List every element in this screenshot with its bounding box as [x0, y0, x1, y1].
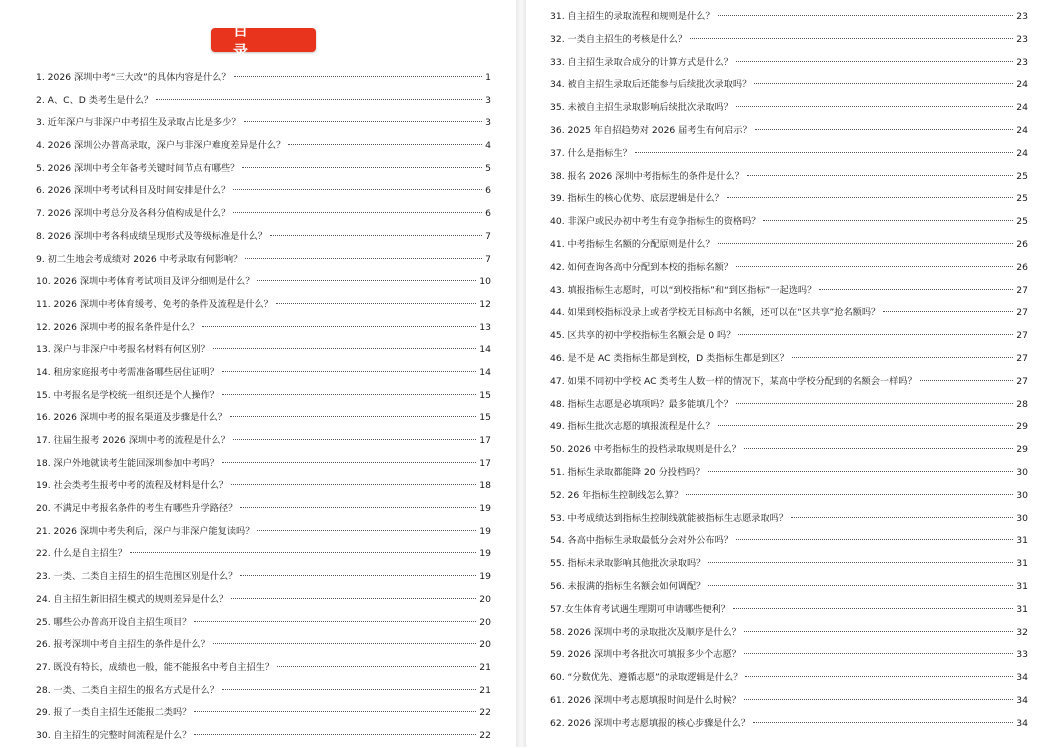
- toc-entry-title: 27. 既没有特长，成绩也一般，能不能报名中考自主招生？: [36, 661, 275, 673]
- toc-entry[interactable]: [36, 680, 491, 703]
- toc-entry-page-number: 25: [1016, 216, 1028, 228]
- dot-leader: [213, 643, 477, 644]
- toc-entry-title: 30. 自主招生的完整时间流程是什么？: [36, 729, 192, 741]
- toc-entry[interactable]: [36, 226, 491, 249]
- toc-entry[interactable]: [550, 97, 1028, 120]
- toc-entry[interactable]: [36, 180, 491, 203]
- dot-leader: [883, 311, 1013, 312]
- toc-entry-title: 7. 2026 深圳中考总分及各科分值构成是什么？: [36, 208, 231, 220]
- toc-entry-page-number: 31: [1016, 603, 1028, 615]
- toc-entry-title: 6. 2026 深圳中考考试科目及时间安排是什么？: [36, 185, 231, 197]
- toc-entry-page-number: 6: [485, 185, 491, 197]
- dot-leader: [194, 734, 476, 735]
- dot-leader: [233, 212, 482, 213]
- toc-entry-title: 60. “分数优先、遵循志愿”的录取逻辑是什么？: [550, 672, 743, 684]
- toc-entry-title: 38. 报名 2026 深圳中考指标生的条件是什么？: [550, 170, 744, 182]
- toc-entry-title: 58. 2026 深圳中考的录取批次及顺序是什么？: [550, 626, 741, 638]
- toc-entry[interactable]: [550, 576, 1028, 599]
- toc-entry-page-number: 6: [485, 208, 491, 220]
- toc-entry-page-number: 29: [1016, 444, 1028, 456]
- toc-entry-title: 56. 未报满的指标生名额会如何调配？: [550, 580, 706, 592]
- toc-entry[interactable]: [36, 362, 491, 385]
- dot-leader: [791, 517, 1013, 518]
- toc-entry-page-number: 23: [1016, 56, 1028, 68]
- toc-entry-title: 54. 各高中指标生录取最低分会对外公布吗？: [550, 535, 733, 547]
- toc-entry-title: 4. 2026 深圳公办普高录取，深户与非深户难度差异是什么？: [36, 140, 286, 152]
- toc-entry-page-number: 22: [479, 707, 491, 719]
- dot-leader: [130, 552, 476, 553]
- dot-leader: [736, 61, 1013, 62]
- toc-entry-title: 29. 报了一类自主招生还能报二类吗？: [36, 707, 192, 719]
- toc-entry-title: 10. 2026 深圳中考体育考试项目及评分细则是什么？: [36, 276, 255, 288]
- toc-entry[interactable]: [550, 348, 1028, 371]
- toc-entry-page-number: 31: [1016, 535, 1028, 547]
- dot-leader: [234, 76, 483, 77]
- dot-leader: [270, 235, 482, 236]
- toc-entry-page-number: 23: [1016, 33, 1028, 45]
- toc-entry-title: 23. 一类、二类自主招生的招生范围区别是什么？: [36, 571, 238, 583]
- dot-leader: [727, 197, 1014, 198]
- dot-leader: [257, 530, 476, 531]
- dot-leader: [222, 371, 476, 372]
- toc-entry[interactable]: [36, 453, 491, 476]
- dot-leader: [708, 562, 1013, 563]
- toc-entry-page-number: 20: [479, 593, 491, 605]
- toc-entry-page-number: 19: [479, 571, 491, 583]
- toc-entry-title: 5. 2026 深圳中考全年备考关键时间节点有哪些？: [36, 162, 240, 174]
- toc-entry-page-number: 31: [1016, 580, 1028, 592]
- dot-leader: [222, 689, 476, 690]
- dot-leader: [920, 380, 1014, 381]
- toc-entry-page-number: 7: [485, 253, 491, 265]
- toc-entry-page-number: 12: [479, 298, 491, 310]
- toc-entry-page-number: 24: [1016, 79, 1028, 91]
- dot-leader: [708, 471, 1014, 472]
- toc-entry-title: 43. 填报指标生志愿时，可以“到校指标”和“到区指标”一起选吗？: [550, 284, 817, 296]
- toc-entry-title: 32. 一类自主招生的考核是什么？: [550, 33, 687, 45]
- toc-entry-page-number: 25: [1016, 170, 1028, 182]
- toc-entry-title: 50. 2026 中考指标生的投档录取规则是什么？: [550, 444, 741, 456]
- toc-entry-title: 18. 深户外地就读考生能回深圳参加中考吗？: [36, 457, 219, 469]
- toc-entry-title: 61. 2026 深圳中考志愿填报时间是什么时候？: [550, 694, 741, 706]
- toc-entry-page-number: 14: [479, 366, 491, 378]
- toc-entry-title: 46. 是不是 AC 类指标生都是到校，D 类指标生都是到区？: [550, 352, 789, 364]
- dot-leader: [736, 539, 1013, 540]
- dot-leader: [240, 575, 476, 576]
- toc-entry-title: 45. 区共享的初中学校指标生名额会是 0 吗？: [550, 330, 736, 342]
- toc-entry-title: 59. 2026 深圳中考各批次可填报多少个志愿？: [550, 649, 741, 661]
- toc-list-right: [550, 0, 1028, 736]
- toc-entry-page-number: 22: [479, 729, 491, 741]
- toc-entry-page-number: 27: [1016, 330, 1028, 342]
- dot-leader: [744, 653, 1013, 654]
- toc-list-left: [36, 67, 491, 748]
- toc-entry[interactable]: [36, 657, 491, 680]
- toc-entry[interactable]: [36, 725, 491, 748]
- toc-entry[interactable]: [550, 166, 1028, 189]
- toc-entry-page-number: 3: [485, 94, 491, 106]
- toc-entry[interactable]: [36, 634, 491, 657]
- toc-entry[interactable]: [550, 690, 1028, 713]
- toc-entry-title: 14. 租房家庭报考中考需准备哪些居住证明？: [36, 366, 219, 378]
- toc-entry-title: 25. 哪些公办普高开设自主招生项目？: [36, 616, 192, 628]
- dot-leader: [242, 167, 482, 168]
- toc-entry-page-number: 7: [485, 230, 491, 242]
- toc-entry[interactable]: [36, 521, 491, 544]
- toc-entry[interactable]: [550, 0, 1028, 29]
- dot-leader: [231, 598, 476, 599]
- toc-entry-title: 40. 非深户或民办初中考生有竞争指标生的资格吗？: [550, 216, 761, 228]
- dot-leader: [276, 303, 477, 304]
- toc-entry-page-number: 24: [1016, 124, 1028, 136]
- dot-leader: [257, 280, 476, 281]
- toc-title-banner: 目 录: [211, 28, 316, 52]
- toc-entry-title: 33. 自主招生录取合成分的计算方式是什么？: [550, 56, 733, 68]
- toc-entry-page-number: 5: [485, 162, 491, 174]
- toc-entry[interactable]: [36, 203, 491, 226]
- toc-entry-title: 49. 指标生批次志愿的填报流程是什么？: [550, 421, 715, 433]
- toc-entry[interactable]: [550, 530, 1028, 553]
- toc-entry-page-number: 15: [479, 412, 491, 424]
- toc-entry-title: 8. 2026 深圳中考各科成绩呈现形式及等级标准是什么？: [36, 230, 267, 242]
- toc-entry[interactable]: [36, 317, 491, 340]
- dot-leader: [222, 462, 476, 463]
- toc-entry-title: 20. 不满足中考报名条件的考生有哪些升学路径？: [36, 503, 238, 515]
- toc-entry-page-number: 25: [1016, 193, 1028, 205]
- toc-entry[interactable]: [550, 211, 1028, 234]
- dot-leader: [213, 348, 477, 349]
- dot-leader: [231, 484, 476, 485]
- toc-entry-title: 62. 2026 深圳中考志愿填报的核心步骤是什么？: [550, 717, 751, 729]
- toc-entry[interactable]: [36, 249, 491, 272]
- dot-leader: [819, 289, 1013, 290]
- dot-leader: [708, 585, 1013, 586]
- toc-entry-page-number: 14: [479, 344, 491, 356]
- toc-entry-title: 3. 近年深户与非深户中考招生及录取占比是多少？: [36, 117, 241, 129]
- toc-entry-page-number: 1: [485, 72, 491, 83]
- toc-entry-title: 55. 指标未录取影响其他批次录取吗？: [550, 558, 706, 570]
- dot-leader: [288, 144, 482, 145]
- toc-entry-page-number: 30: [1016, 466, 1028, 478]
- toc-entry-page-number: 17: [479, 457, 491, 469]
- toc-entry[interactable]: [36, 612, 491, 635]
- dot-leader: [792, 357, 1013, 358]
- dot-leader: [718, 425, 1014, 426]
- toc-entry[interactable]: [550, 280, 1028, 303]
- dot-leader: [755, 129, 1014, 130]
- dot-leader: [763, 220, 1013, 221]
- toc-entry[interactable]: [550, 120, 1028, 143]
- toc-entry-page-number: 27: [1016, 284, 1028, 296]
- toc-entry[interactable]: [36, 271, 491, 294]
- toc-entry-page-number: 24: [1016, 102, 1028, 114]
- toc-entry-page-number: 32: [1016, 626, 1028, 638]
- dot-leader: [733, 608, 1013, 609]
- toc-entry[interactable]: [550, 622, 1028, 645]
- toc-entry[interactable]: [36, 498, 491, 521]
- toc-entry-title: 48. 指标生志愿是必填项吗？最多能填几个？: [550, 398, 733, 410]
- toc-entry-title: 31. 自主招生的录取流程和规则是什么？: [550, 11, 715, 22]
- toc-entry[interactable]: [550, 302, 1028, 325]
- toc-entry[interactable]: [550, 257, 1028, 280]
- dot-leader: [738, 334, 1013, 335]
- toc-entry-page-number: 19: [479, 503, 491, 515]
- toc-entry-title: 47. 如果不同初中学校 AC 类考生人数一样的情况下，某高中学校分配到的名额会一样吗？: [550, 375, 917, 387]
- toc-entry-page-number: 30: [1016, 512, 1028, 524]
- toc-entry[interactable]: [550, 371, 1028, 394]
- toc-entry-title: 35. 未被自主招生录取影响后续批次录取吗？: [550, 102, 733, 114]
- toc-entry-title: 42. 如何查询各高中分配到本校的指标名额？: [550, 261, 733, 273]
- toc-entry-title: 26. 报考深圳中考自主招生的条件是什么？: [36, 639, 210, 651]
- toc-entry[interactable]: [36, 385, 491, 408]
- toc-entry-title: 1. 2026 深圳中考“三大改”的具体内容是什么？: [36, 72, 231, 83]
- toc-entry-page-number: 23: [1016, 11, 1028, 22]
- toc-entry-page-number: 21: [479, 684, 491, 696]
- toc-entry-title: 11. 2026 深圳中考体育缓考、免考的条件及流程是什么？: [36, 298, 273, 310]
- dot-leader: [202, 326, 476, 327]
- toc-entry-title: 57.女生体育考试遇生理期可申请哪些便利？: [550, 603, 730, 615]
- toc-entry[interactable]: [36, 112, 491, 135]
- toc-entry-page-number: 27: [1016, 375, 1028, 387]
- dot-leader: [686, 494, 1013, 495]
- dot-leader: [754, 83, 1013, 84]
- toc-entry-page-number: 20: [479, 616, 491, 628]
- toc-entry[interactable]: [550, 485, 1028, 508]
- toc-entry-page-number: 17: [479, 435, 491, 446]
- dot-leader: [233, 439, 477, 440]
- toc-entry[interactable]: [550, 234, 1028, 257]
- dot-leader: [744, 699, 1013, 700]
- dot-leader: [194, 621, 476, 622]
- toc-entry-page-number: 19: [479, 525, 491, 537]
- toc-entry[interactable]: [550, 74, 1028, 97]
- toc-entry[interactable]: [550, 553, 1028, 576]
- toc-entry-page-number: 26: [1016, 261, 1028, 273]
- toc-entry[interactable]: [550, 667, 1028, 690]
- toc-entry-title: 28. 一类、二类自主招生的报名方式是什么？: [36, 684, 219, 696]
- dot-leader: [194, 711, 476, 712]
- toc-entry-title: 52. 26 年指标生控制线怎么算？: [550, 489, 684, 501]
- toc-entry-page-number: 13: [479, 321, 491, 333]
- dot-leader: [277, 666, 476, 667]
- toc-entry[interactable]: [36, 589, 491, 612]
- toc-entry-title: 16. 2026 深圳中考的报名渠道及步骤是什么？: [36, 412, 227, 424]
- toc-entry-page-number: 26: [1016, 238, 1028, 250]
- toc-entry-title: 44. 如果到校指标没录上或者学校无目标高中名额，还可以在“区共享”抢名额吗？: [550, 307, 881, 319]
- toc-entry[interactable]: [550, 439, 1028, 462]
- toc-entry-title: 51. 指标生录取都能降 20 分投档吗？: [550, 466, 705, 478]
- toc-entry[interactable]: [550, 394, 1028, 417]
- dot-leader: [245, 258, 482, 259]
- toc-entry[interactable]: [550, 644, 1028, 667]
- toc-entry[interactable]: [36, 566, 491, 589]
- dot-leader: [736, 266, 1013, 267]
- toc-entry[interactable]: [550, 713, 1028, 736]
- dot-leader: [745, 676, 1013, 677]
- toc-entry-title: 13. 深户与非深户中考报名材料有何区别？: [36, 344, 210, 356]
- toc-entry[interactable]: [550, 325, 1028, 348]
- dot-leader: [718, 15, 1014, 16]
- dot-leader: [690, 38, 1013, 39]
- toc-entry[interactable]: [550, 188, 1028, 211]
- dot-leader: [736, 403, 1013, 404]
- toc-entry-title: 53. 中考成绩达到指标生控制线就能被指标生志愿录取吗？: [550, 512, 789, 524]
- toc-entry[interactable]: [550, 599, 1028, 622]
- toc-entry-page-number: 19: [479, 548, 491, 560]
- toc-entry-page-number: 20: [479, 639, 491, 651]
- toc-entry-page-number: 28: [1016, 398, 1028, 410]
- toc-entry-page-number: 34: [1016, 717, 1028, 729]
- toc-entry[interactable]: [36, 475, 491, 498]
- toc-entry-page-number: 27: [1016, 352, 1028, 364]
- toc-entry[interactable]: [36, 294, 491, 317]
- dot-leader: [747, 175, 1014, 176]
- dot-leader: [744, 448, 1013, 449]
- toc-entry[interactable]: [36, 90, 491, 113]
- dot-leader: [736, 106, 1013, 107]
- toc-entry-page-number: 31: [1016, 558, 1028, 570]
- toc-entry-title: 22. 什么是自主招生？: [36, 548, 128, 560]
- toc-entry[interactable]: [550, 143, 1028, 166]
- toc-entry-page-number: 3: [485, 117, 491, 129]
- toc-entry-page-number: 29: [1016, 421, 1028, 433]
- toc-entry-title: 34. 被自主招生录取后还能参与后续批次录取吗？: [550, 79, 752, 91]
- left-page: [0, 0, 516, 747]
- dot-leader: [244, 121, 483, 122]
- toc-entry-title: 21. 2026 深圳中考失利后，深户与非深户能复读吗？: [36, 525, 255, 537]
- toc-entry-page-number: 10: [479, 276, 491, 288]
- toc-entry-title: 39. 指标生的核心优势、底层逻辑是什么？: [550, 193, 724, 205]
- toc-entry-page-number: 15: [479, 389, 491, 401]
- toc-entry[interactable]: [36, 543, 491, 566]
- dot-leader: [230, 416, 476, 417]
- toc-entry[interactable]: [36, 702, 491, 725]
- toc-entry-title: 19. 社会类考生报考中考的流程及材料是什么？: [36, 480, 229, 492]
- dot-leader: [744, 631, 1013, 632]
- toc-entry-title: 41. 中考指标生名额的分配原则是什么？: [550, 238, 715, 250]
- dot-leader: [156, 99, 482, 100]
- toc-entry-page-number: 34: [1016, 672, 1028, 684]
- dot-leader: [233, 189, 482, 190]
- toc-entry[interactable]: [550, 462, 1028, 485]
- toc-entry[interactable]: [36, 135, 491, 158]
- toc-entry[interactable]: [550, 416, 1028, 439]
- toc-entry-page-number: 18: [479, 480, 491, 492]
- page-gutter: [516, 0, 526, 747]
- toc-entry-title: 24. 自主招生新旧招生模式的规则差异是什么？: [36, 593, 229, 605]
- toc-entry-title: 17. 往届生报考 2026 深圳中考的流程是什么？: [36, 435, 230, 446]
- toc-entry[interactable]: [36, 407, 491, 430]
- toc-entry-page-number: 27: [1016, 307, 1028, 319]
- dot-leader: [222, 394, 476, 395]
- toc-entry[interactable]: [550, 508, 1028, 531]
- toc-entry[interactable]: [550, 52, 1028, 75]
- toc-entry-page-number: 30: [1016, 489, 1028, 501]
- toc-entry-page-number: 21: [479, 661, 491, 673]
- dot-leader: [240, 507, 476, 508]
- toc-entry[interactable]: [36, 67, 491, 90]
- toc-entry[interactable]: [550, 29, 1028, 52]
- toc-entry-page-number: 4: [485, 140, 491, 152]
- toc-entry-page-number: 34: [1016, 694, 1028, 706]
- toc-entry-title: 37. 什么是指标生？: [550, 147, 632, 159]
- toc-entry[interactable]: [36, 158, 491, 181]
- toc-entry-title: 15. 中考报名是学校统一组织还是个人操作？: [36, 389, 219, 401]
- dot-leader: [753, 722, 1013, 723]
- toc-entry-title: 9. 初二生地会考成绩对 2026 中考录取有何影响？: [36, 253, 243, 265]
- toc-entry-page-number: 24: [1016, 147, 1028, 159]
- toc-entry[interactable]: [36, 430, 491, 453]
- dot-leader: [635, 152, 1013, 153]
- toc-entry-page-number: 33: [1016, 649, 1028, 661]
- toc-entry[interactable]: [36, 339, 491, 362]
- toc-entry-title: 36. 2025 年自招趋势对 2026 届考生有何启示？: [550, 124, 752, 136]
- toc-entry-title: 2. A、C、D 类考生是什么？: [36, 94, 154, 106]
- toc-entry-title: 12. 2026 深圳中考的报名条件是什么？: [36, 321, 200, 333]
- dot-leader: [718, 243, 1014, 244]
